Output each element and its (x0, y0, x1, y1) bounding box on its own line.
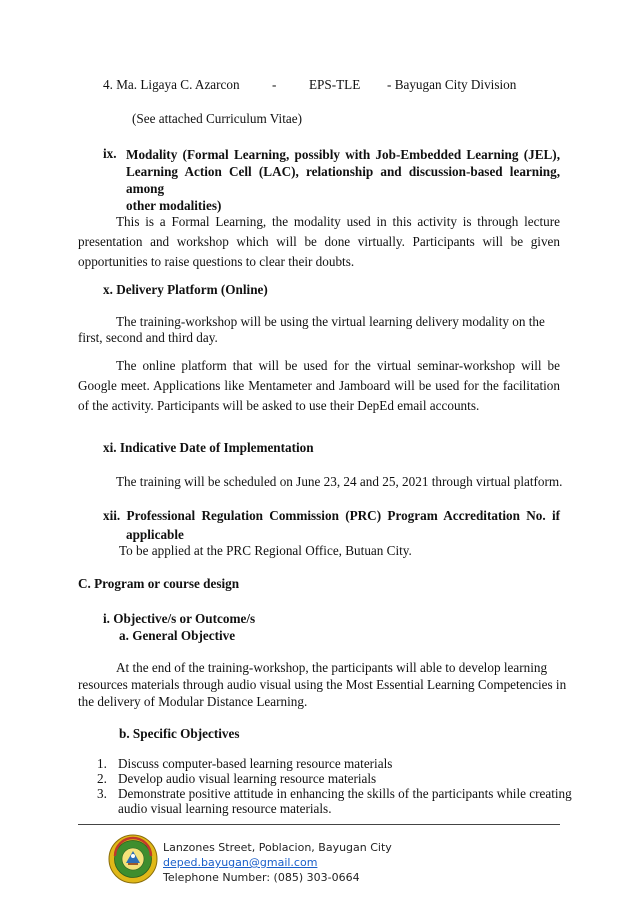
prc-heading-line1: xii. Professional Regulation Commission (PRC) Program Accreditation No. if (103, 508, 560, 523)
footer-email-link[interactable]: deped.bayugan@gmail.com (163, 856, 318, 869)
general-objective-line3: the delivery of Modular Distance Learning. (78, 694, 308, 709)
program-heading: C. Program or course design (78, 576, 240, 591)
deped-seal-logo (108, 834, 158, 884)
modality-heading-line2: Learning Action Cell (LAC), relationship and discussion-based learning, among (126, 164, 560, 196)
delivery-para1-line2: first, second and third day. (78, 330, 218, 345)
cv-note: (See attached Curriculum Vitae) (132, 111, 302, 126)
staff-position: EPS-TLE (309, 77, 361, 92)
specific-objectives-heading: b. Specific Objectives (119, 726, 240, 741)
general-objective-line1: At the end of the training-workshop, the participants will able to develop learning (116, 660, 548, 675)
specific-item-2: Develop audio visual learning resource materials (118, 771, 377, 786)
modality-heading-line3: other modalities) (126, 198, 222, 213)
prc-body: To be applied at the PRC Regional Office, Butuan City. (119, 543, 412, 558)
delivery-para1-line1: The training-workshop will be using the virtual learning delivery modality on the (116, 314, 545, 329)
footer-address: Lanzones Street, Poblacion, Bayugan City (163, 841, 392, 854)
specific-item-1: Discuss computer-based learning resource materials (118, 756, 393, 771)
delivery-heading: x. Delivery Platform (Online) (103, 282, 268, 297)
modality-heading-number: ix. (103, 146, 117, 161)
date-body: The training will be scheduled on June 23, 24 and 25, 2021 through virtual platform. (116, 474, 563, 489)
modality-body: This is a Formal Learning, the modality used in this activity is through lecture presentation and workshop which will be done virtually. Participants will be given opportunities to raise questions to clear their doubts. (78, 214, 560, 269)
specific-item-3-line1: Demonstrate positive attitude in enhancing the skills of the participants while creating (118, 786, 572, 801)
modality-heading (126, 146, 560, 214)
general-objective-line2: resources materials through audio visual using the Most Essential Learning Competencies in (78, 677, 567, 692)
staff-division: - Bayugan City Division (387, 77, 517, 92)
footer-phone: Telephone Number: (085) 303-0664 (163, 871, 360, 884)
specific-item-1-num: 1. (97, 756, 107, 771)
modality-heading-line1: Modality (Formal Learning, possibly with Job-Embedded Learning (JEL), (126, 147, 560, 162)
date-heading: xi. Indicative Date of Implementation (103, 440, 314, 455)
prc-heading-line2: applicable (126, 527, 184, 542)
footer-divider (78, 824, 560, 825)
staff-dash: - (272, 77, 277, 92)
objectives-heading: i. Objective/s or Outcome/s (103, 611, 256, 626)
specific-item-3-num: 3. (97, 786, 107, 801)
delivery-para2: The online platform that will be used for the virtual seminar-workshop will be Google meet. Applications like Mentameter and Jamboard will be used for the facilitation of the activity. Participants will be asked to use their DepEd email accounts. (78, 358, 560, 413)
general-objective-heading: a. General Objective (119, 628, 236, 643)
specific-item-2-num: 2. (97, 771, 107, 786)
staff-name: 4. Ma. Ligaya C. Azarcon (103, 77, 240, 92)
specific-item-3-line2: audio visual learning resource materials. (118, 801, 332, 816)
